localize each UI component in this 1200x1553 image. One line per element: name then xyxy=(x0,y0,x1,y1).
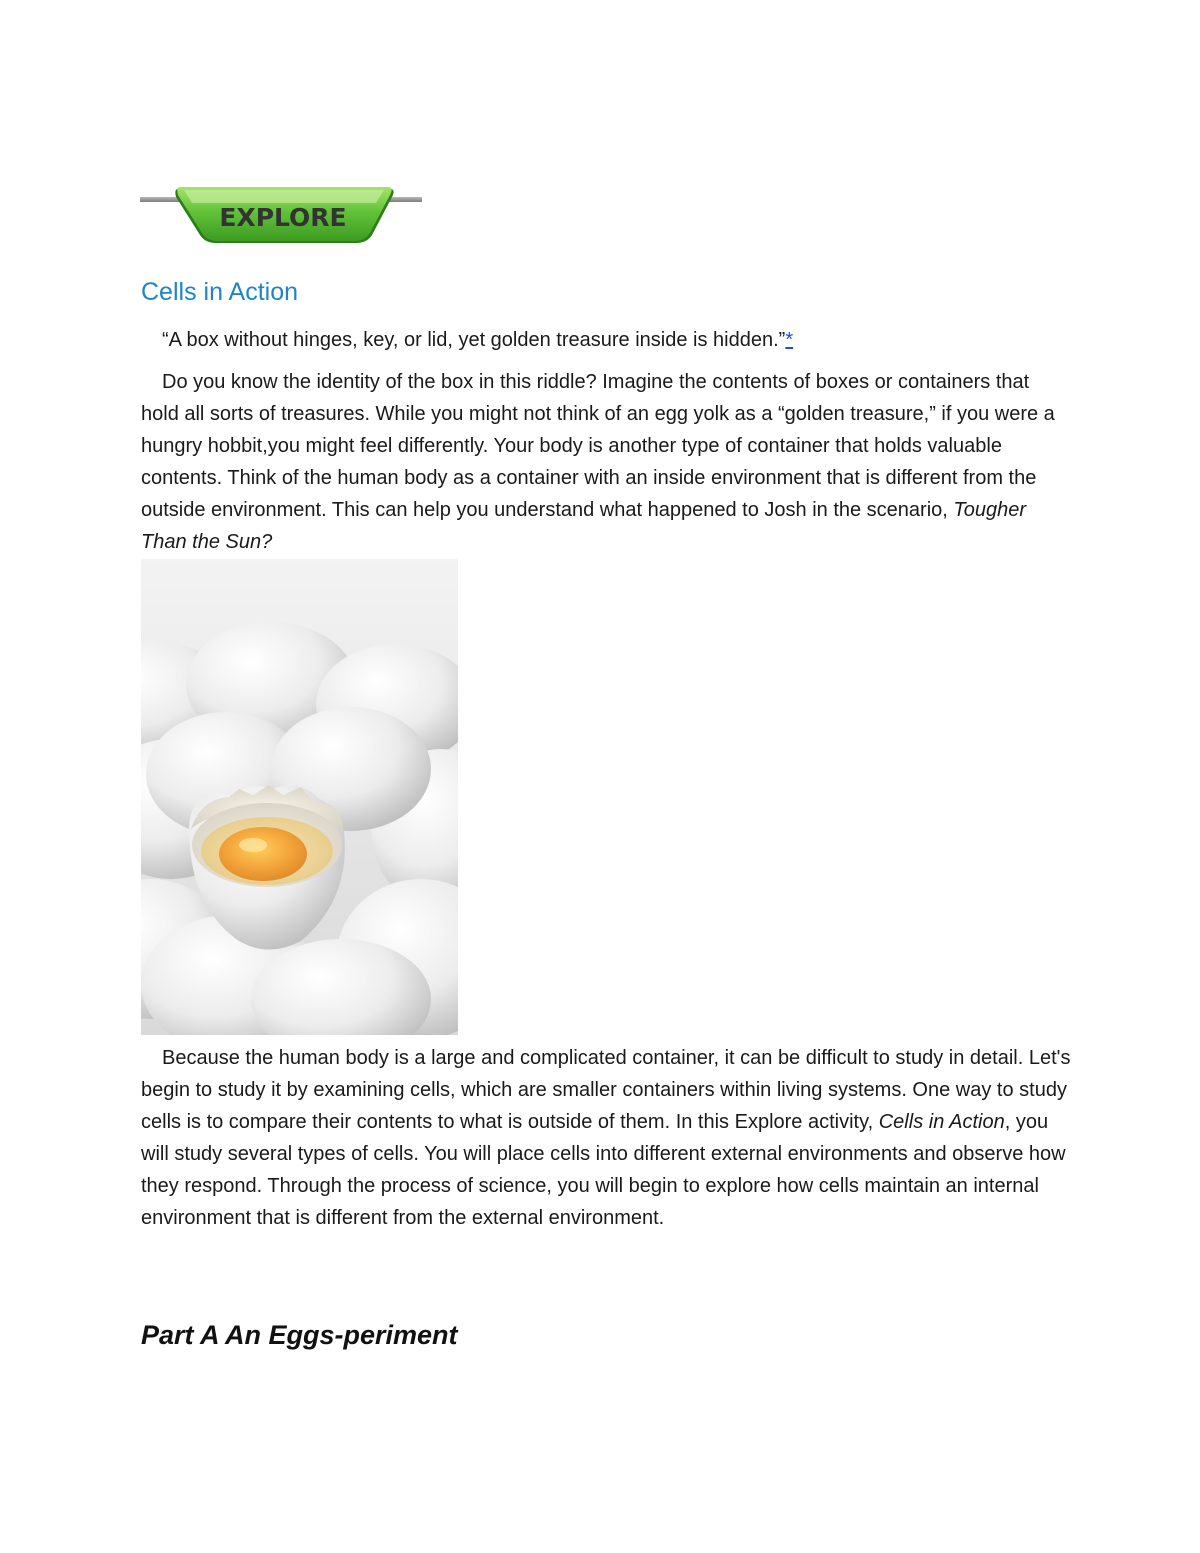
riddle-quote xyxy=(141,324,1071,356)
body-text-before: Because the human body is a large and complicated container, it can be difficult to study in detail. Let's begin to study it by examining cells, which are smaller containers within living systems. One way to study cells is to compare their contents to what is outside of them. In this Explore activity, xyxy=(141,1047,1071,1133)
explore-label: EXPLORE xyxy=(219,203,347,232)
intro-paragraph xyxy=(141,366,1071,558)
section-title: Cells in Action xyxy=(141,278,299,306)
egg-photo xyxy=(141,559,458,1035)
footnote-link[interactable]: * xyxy=(785,329,794,351)
intro-text: Do you know the identity of the box in this riddle? Imagine the contents of boxes or containers that hold all sorts of treasures. While you might not think of an egg yolk as a “golden treasure,” if you were a hungry hobbit,you might feel differently. Your body is another type of container that holds valuable contents. Think of the human body as a container with an inside environment that is different from the outside environment. This can help you understand what happened to Josh in the scenario, xyxy=(141,371,1055,521)
activity-title: Cells in Action xyxy=(878,1111,1005,1133)
scenario-title: Tougher Than the Sun? xyxy=(141,499,1027,553)
explore-banner xyxy=(140,183,422,247)
part-a-heading: Part A An Eggs-periment xyxy=(141,1320,458,1350)
riddle-text: “A box without hinges, key, or lid, yet golden treasure inside is hidden.” xyxy=(162,329,786,351)
body-paragraph xyxy=(141,1042,1071,1234)
body-text-after: , you will study several types of cells. You will place cells into different external environments and observe how they respond. Through the process of science, you will begin to explore how cells maintain an internal environment that is different from the external environment. xyxy=(141,1111,1066,1229)
